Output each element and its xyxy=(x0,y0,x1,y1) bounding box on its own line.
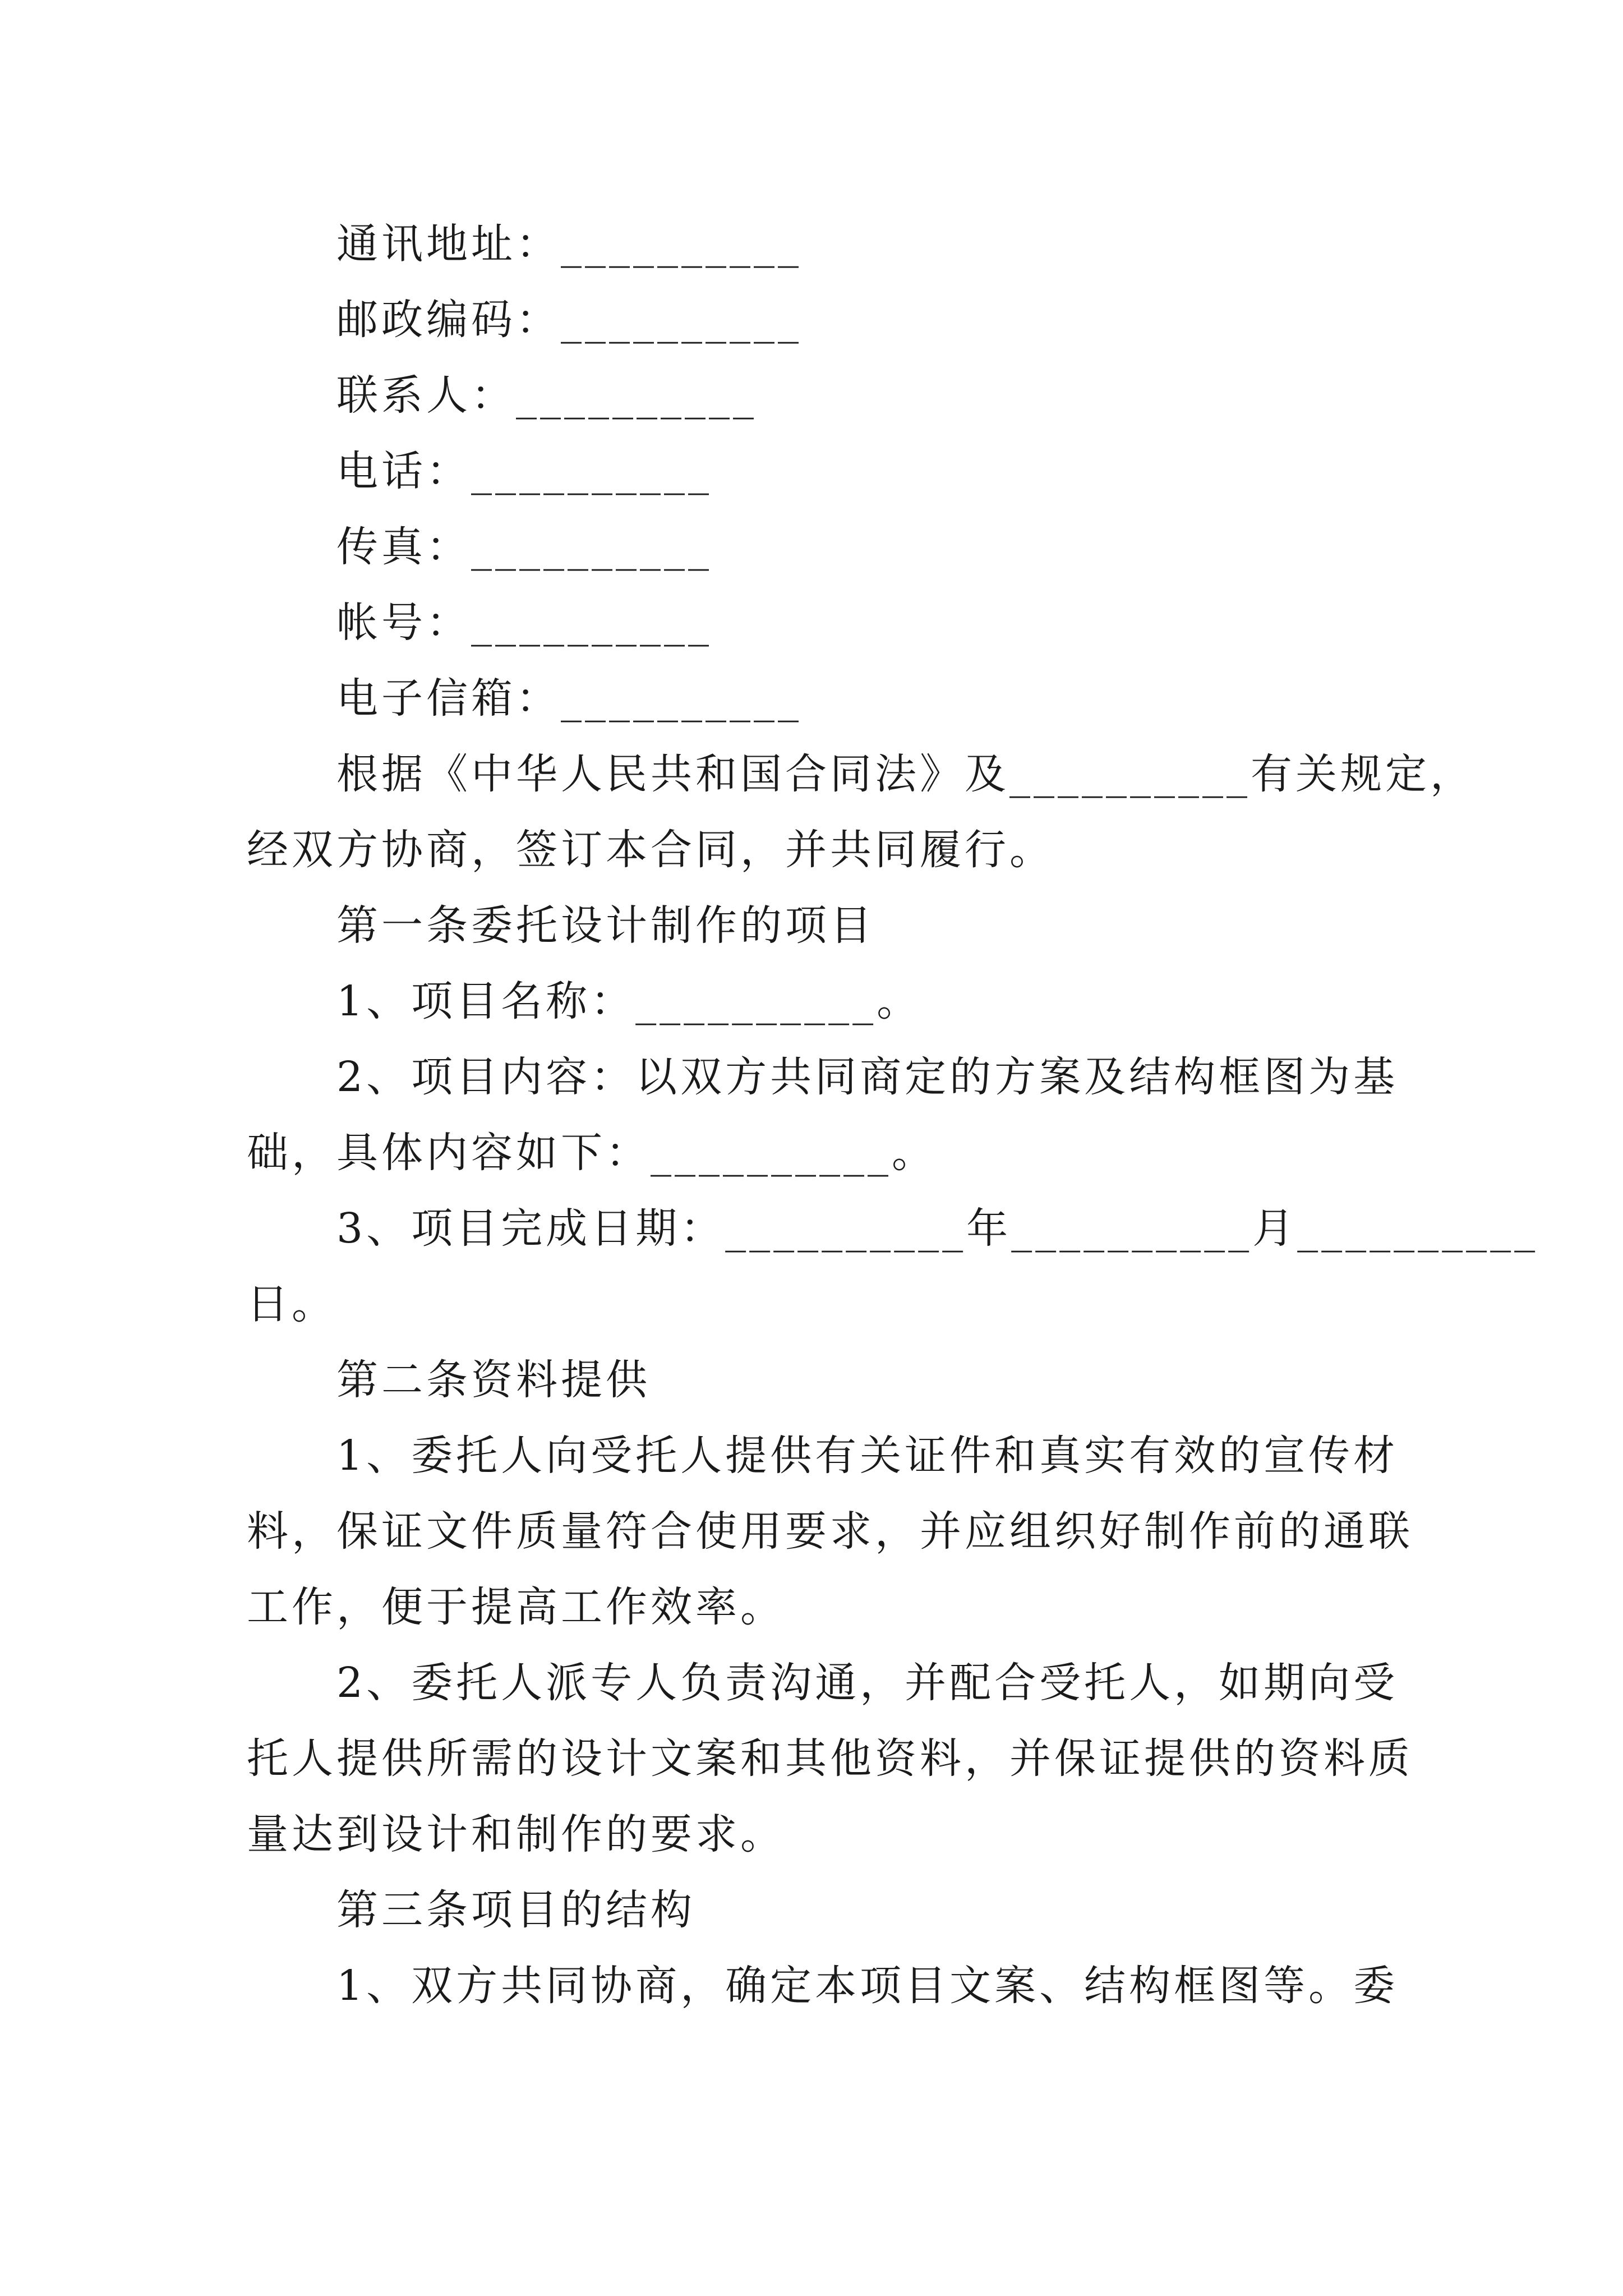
materials-clause-1-line-3: 工作，便于提高工作效率。 xyxy=(247,1583,785,1631)
project-content-line-1: 2、项目内容：以双方共同商定的方案及结构框图为基 xyxy=(336,1053,1399,1101)
completion-date-line-2: 日。 xyxy=(247,1280,336,1328)
paragraph-legal-basis-2: 经双方协商，签订本合同，并共同履行。 xyxy=(247,826,1054,874)
materials-clause-2-line-1: 2、委托人派专人负责沟通，并配合受托人，如期向受 xyxy=(336,1659,1399,1707)
paragraph-legal-basis-1: 根据《中华人民共和国合同法》及__________有关规定， xyxy=(336,750,1475,798)
project-content-line-2: 础，具体内容如下：__________。 xyxy=(247,1129,937,1177)
materials-clause-1-line-1: 1、委托人向受托人提供有关证件和真实有效的宣传材 xyxy=(336,1432,1399,1480)
fax-line: 传真：__________ xyxy=(336,523,712,571)
postal-code-line: 邮政编码：__________ xyxy=(336,296,802,344)
materials-clause-2-line-3: 量达到设计和制作的要求。 xyxy=(247,1810,785,1858)
structure-clause-1-line-1: 1、双方共同协商，确定本项目文案、结构框图等。委 xyxy=(336,1962,1399,2010)
completion-date-line-1: 3、项目完成日期：__________年__________月__________ xyxy=(336,1204,1539,1253)
article-three-heading: 第三条项目的结构 xyxy=(336,1886,695,1934)
mailing-address-line: 通讯地址：__________ xyxy=(336,220,802,268)
phone-line: 电话：__________ xyxy=(336,447,712,495)
materials-clause-1-line-2: 料，保证文件质量符合使用要求，并应组织好制作前的通联 xyxy=(247,1507,1413,1556)
materials-clause-2-line-2: 托人提供所需的设计文案和其他资料，并保证提供的资料质 xyxy=(247,1734,1413,1783)
project-name-line: 1、项目名称：__________。 xyxy=(336,977,922,1025)
article-one-heading: 第一条委托设计制作的项目 xyxy=(336,901,875,950)
email-line: 电子信箱：__________ xyxy=(336,674,802,723)
account-line: 帐号：__________ xyxy=(336,599,712,647)
article-two-heading: 第二条资料提供 xyxy=(336,1356,651,1404)
contact-person-line: 联系人：__________ xyxy=(336,371,757,420)
